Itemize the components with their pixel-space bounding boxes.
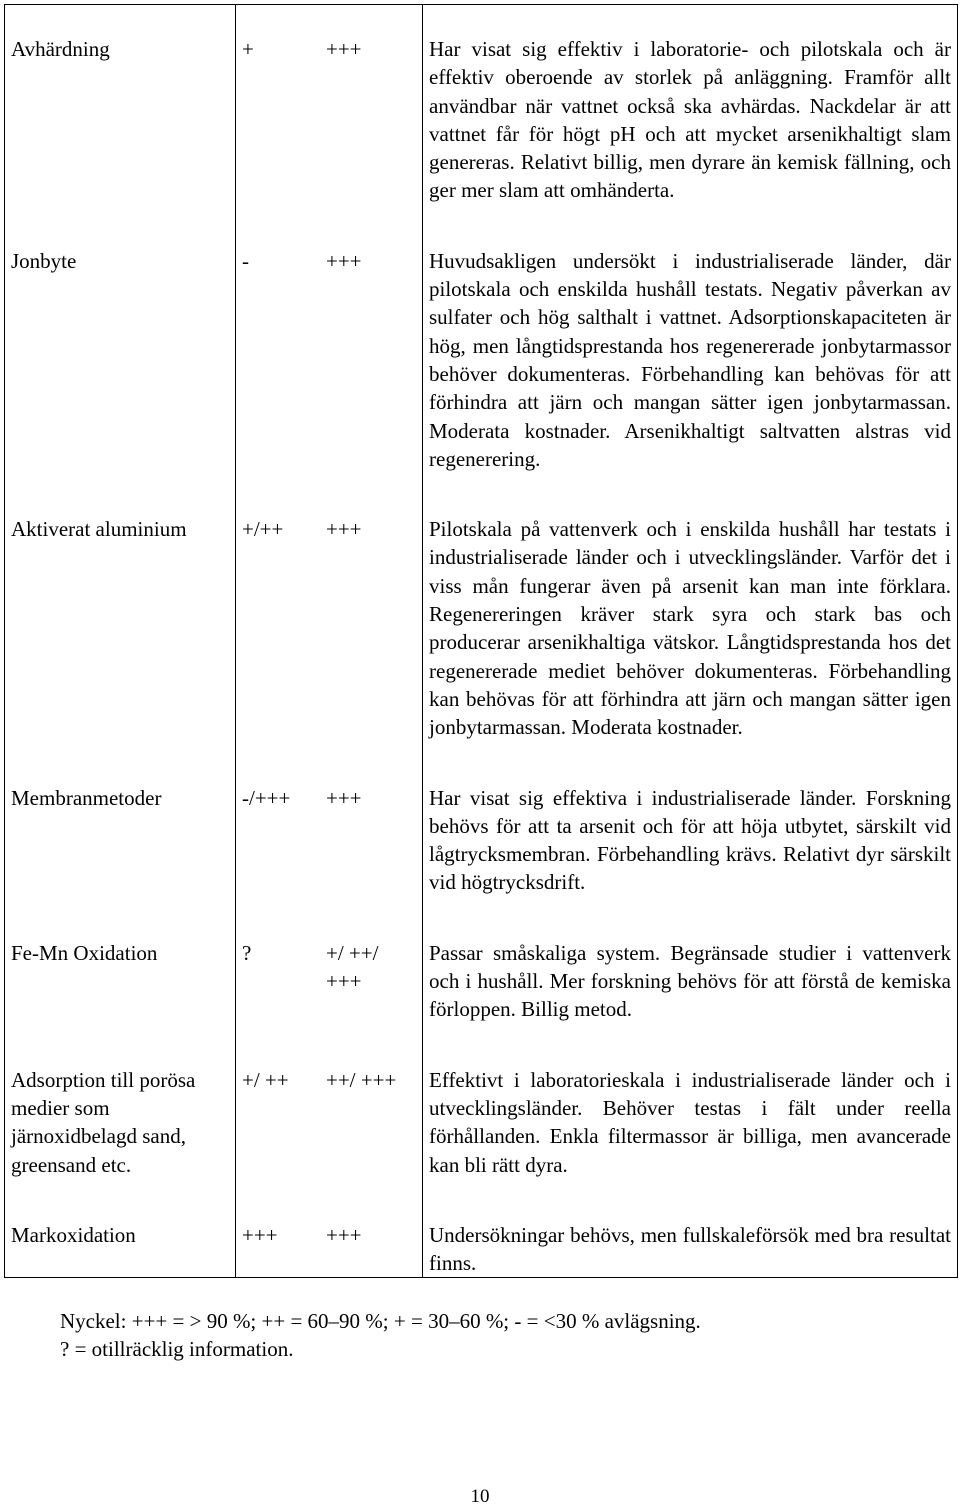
method-description: Effektivt i laboratorieskala i industrialiserade länder och i utvecklingsländer. Behöver testas i fält under reella förhållanden. Enkla filtermassor är billiga, men avancerade kan bli rätt dyra.	[423, 1036, 958, 1191]
rating-key-line: Nyckel: +++ = > 90 %; ++ = 60–90 %; + = 30–60 %; - = <30 % avlägsning.	[60, 1309, 701, 1333]
page-number: 10	[470, 1486, 490, 1507]
efficiency-rating-2: ++/ +++	[320, 1036, 423, 1191]
table-row	[5, 1036, 958, 1191]
method-description: Undersökningar behövs, men fullskaleförsök med bra resultat finns.	[423, 1191, 958, 1278]
efficiency-rating-1: +/++	[236, 485, 321, 753]
efficiency-rating-2: +++	[320, 754, 423, 909]
method-name: Adsorption till porösa medier som järnoxidbelagd sand, greensand etc.	[5, 1036, 236, 1191]
method-description: Har visat sig effektiva i industrialiserade länder. Forskning behövs för att ta arsenit och för att höja utbytet, särskilt vid lågtrycksmembran. Förbehandling krävs. Relativt dyr särskilt vid högtrycksdrift.	[423, 754, 958, 909]
method-description: Har visat sig effektiv i laboratorie- och pilotskala och är effektiv oberoende av storlek på anläggning. Framför allt användbar när vattnet också ska avhärdas. Nackdelar är att vattnet får för högt pH och att mycket arsenikhaltigt slam genereras. Relativt billig, men dyrare än kemisk fällning, och ger mer slam att omhänderta.	[423, 5, 958, 217]
efficiency-rating-2: +/ ++/ +++	[320, 909, 423, 1036]
efficiency-rating-1: -/+++	[236, 754, 321, 909]
table-row	[5, 1191, 958, 1278]
method-description: Passar småskaliga system. Begränsade studier i vattenverk och i hushåll. Mer forskning behövs för att förstå de kemiska förloppen. Billig metod.	[423, 909, 958, 1036]
table-row	[5, 909, 958, 1036]
table-row	[5, 217, 958, 485]
efficiency-rating-2: +++	[320, 1191, 423, 1278]
efficiency-rating-1: +++	[236, 1191, 321, 1278]
method-name: Aktiverat aluminium	[5, 485, 236, 753]
efficiency-rating-2: +++	[320, 217, 423, 485]
treatment-methods-table	[4, 4, 958, 1278]
method-name: Fe-Mn Oxidation	[5, 909, 236, 1036]
efficiency-rating-1: +/ ++	[236, 1036, 321, 1191]
method-name: Avhärdning	[5, 5, 236, 217]
method-description: Huvudsakligen undersökt i industrialiserade länder, där pilotskala och enskilda hushåll testats. Negativ påverkan av sulfater och hög salthalt i vattnet. Adsorptionskapaciteten är hög, men långtidsprestanda hos regenererade jonbytarmassor behöver dokumenteras. Förbehandling kan behövas för att förhindra att järn och mangan sätter igen jonbytarmassan. Moderata kostnader. Arsenikhaltigt saltvatten alstras vid regenerering.	[423, 217, 958, 485]
rating-key	[60, 1307, 701, 1364]
rating-key-line: ? = otillräcklig information.	[60, 1337, 294, 1362]
efficiency-rating-2: +++	[320, 5, 423, 217]
efficiency-rating-1: +	[236, 5, 321, 217]
efficiency-rating-2: +++	[320, 485, 423, 753]
method-name: Markoxidation	[5, 1191, 236, 1278]
table-row	[5, 485, 958, 753]
table-row	[5, 754, 958, 909]
efficiency-rating-1: -	[236, 217, 321, 485]
method-name: Membranmetoder	[5, 754, 236, 909]
efficiency-rating-1: ?	[236, 909, 321, 1036]
method-description: Pilotskala på vattenverk och i enskilda hushåll har testats i industrialiserade länder och i utvecklingsländer. Varför det i viss mån fungerar även på arsenit kan man inte förklara. Regenereringen kräver stark syra och stark bas och producerar arsenikhaltiga vätskor. Långtidsprestanda hos det regenererade mediet behöver dokumenteras. Förbehandling kan behövas för att förhindra att järn och mangan sätter igen jonbytarmassan. Moderata kostnader.	[423, 485, 958, 753]
table-row	[5, 5, 958, 217]
method-name: Jonbyte	[5, 217, 236, 485]
